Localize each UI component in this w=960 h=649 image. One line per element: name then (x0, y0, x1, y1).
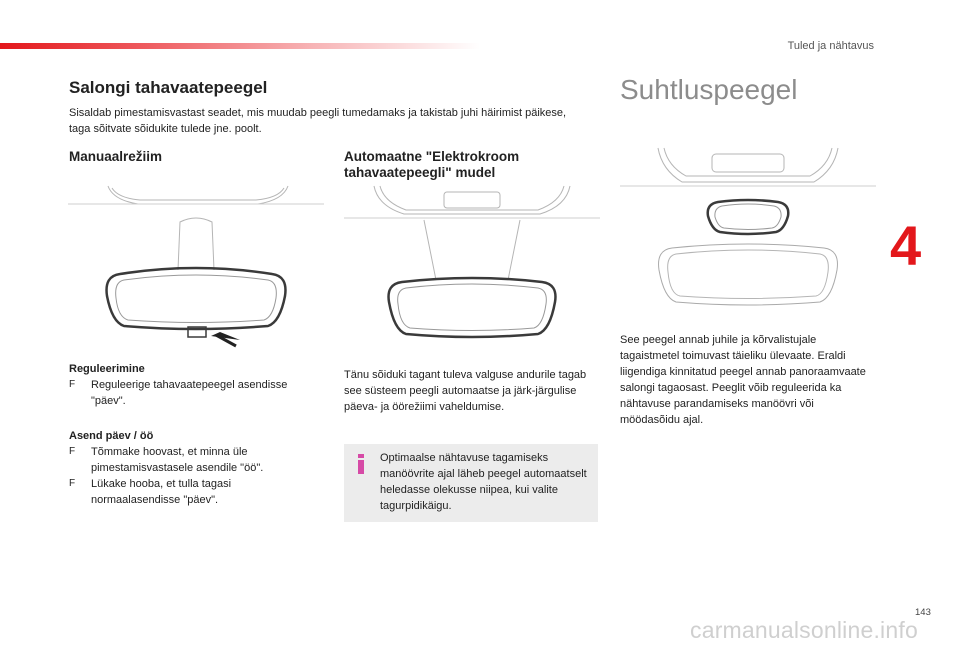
conversation-description: See peegel annab juhile ja kõrvalistujale tagaistmetel toimuvast täieliku ülevaate. Eraldi liigendiga kinnitatud peegel annab panoraamvaate salongi tagaosast. Peeglit võib reguleerida ka nähtavuse parandamiseks manöövri või möödasõidu ajal. (620, 334, 866, 426)
info-icon (356, 454, 366, 474)
page-number: 143 (915, 607, 931, 618)
page-heading: Salongi tahavaatepeegel (69, 78, 268, 97)
info-box (344, 444, 598, 522)
bullet-text: Tõmmake hoovast, et minna üle pimestamisvastasele asendile "öö". (91, 446, 264, 474)
list-item (69, 444, 319, 476)
day-night-heading: Asend päev / öö (69, 430, 154, 442)
manual-adjust-block (69, 361, 319, 409)
bullet-text: Reguleerige tahavaatepeegel asendisse "päev". (91, 379, 288, 407)
list-item (69, 377, 319, 409)
watermark: carmanualsonline.info (690, 617, 918, 643)
manual-day-night-block (69, 428, 319, 508)
auto-heading-line1: Automaatne "Elektrokroom (344, 149, 520, 164)
auto-heading-line2: tahavaatepeegli" mudel (344, 165, 496, 180)
conversation-mirror-illustration (620, 144, 876, 310)
manual-mode-heading: Manuaalrežiim (69, 149, 163, 164)
bullet-marker: F (69, 379, 76, 390)
auto-description: Tänu sõiduki tagant tuleva valguse andurile tagab see süsteem peegli automaatse ja järk-järgulise päeva- ja öörežiimi vaheldumise. (344, 369, 587, 413)
chapter-number: 4 (890, 214, 922, 277)
conversation-mirror-title: Suhtluspeegel (620, 74, 798, 105)
bullet-marker: F (69, 478, 76, 489)
manual-mirror-illustration (68, 180, 324, 350)
list-item (69, 476, 319, 508)
auto-mode-heading (344, 149, 519, 181)
intro-text: Sisaldab pimestamisvastast seadet, mis muudab peegli tumedamaks ja takistab juhi häirimist päikese, taga sõitvate sõidukite tulede jne. poolt. (69, 107, 567, 135)
bullet-marker: F (69, 446, 76, 457)
info-text: Optimaalse nähtavuse tagamiseks manöövrite ajal läheb peegel automaatselt heledasse olekusse niipea, kui valite tagurpidikäigu. (380, 452, 587, 512)
bullet-text: Lükake hooba, et tulla tagasi normaalasendisse "päev". (91, 478, 232, 506)
electrochrome-mirror-illustration (344, 180, 600, 350)
header-accent-bar (0, 43, 480, 49)
section-title: Tuled ja nähtavus (787, 40, 874, 52)
adjust-heading: Reguleerimine (69, 363, 145, 375)
